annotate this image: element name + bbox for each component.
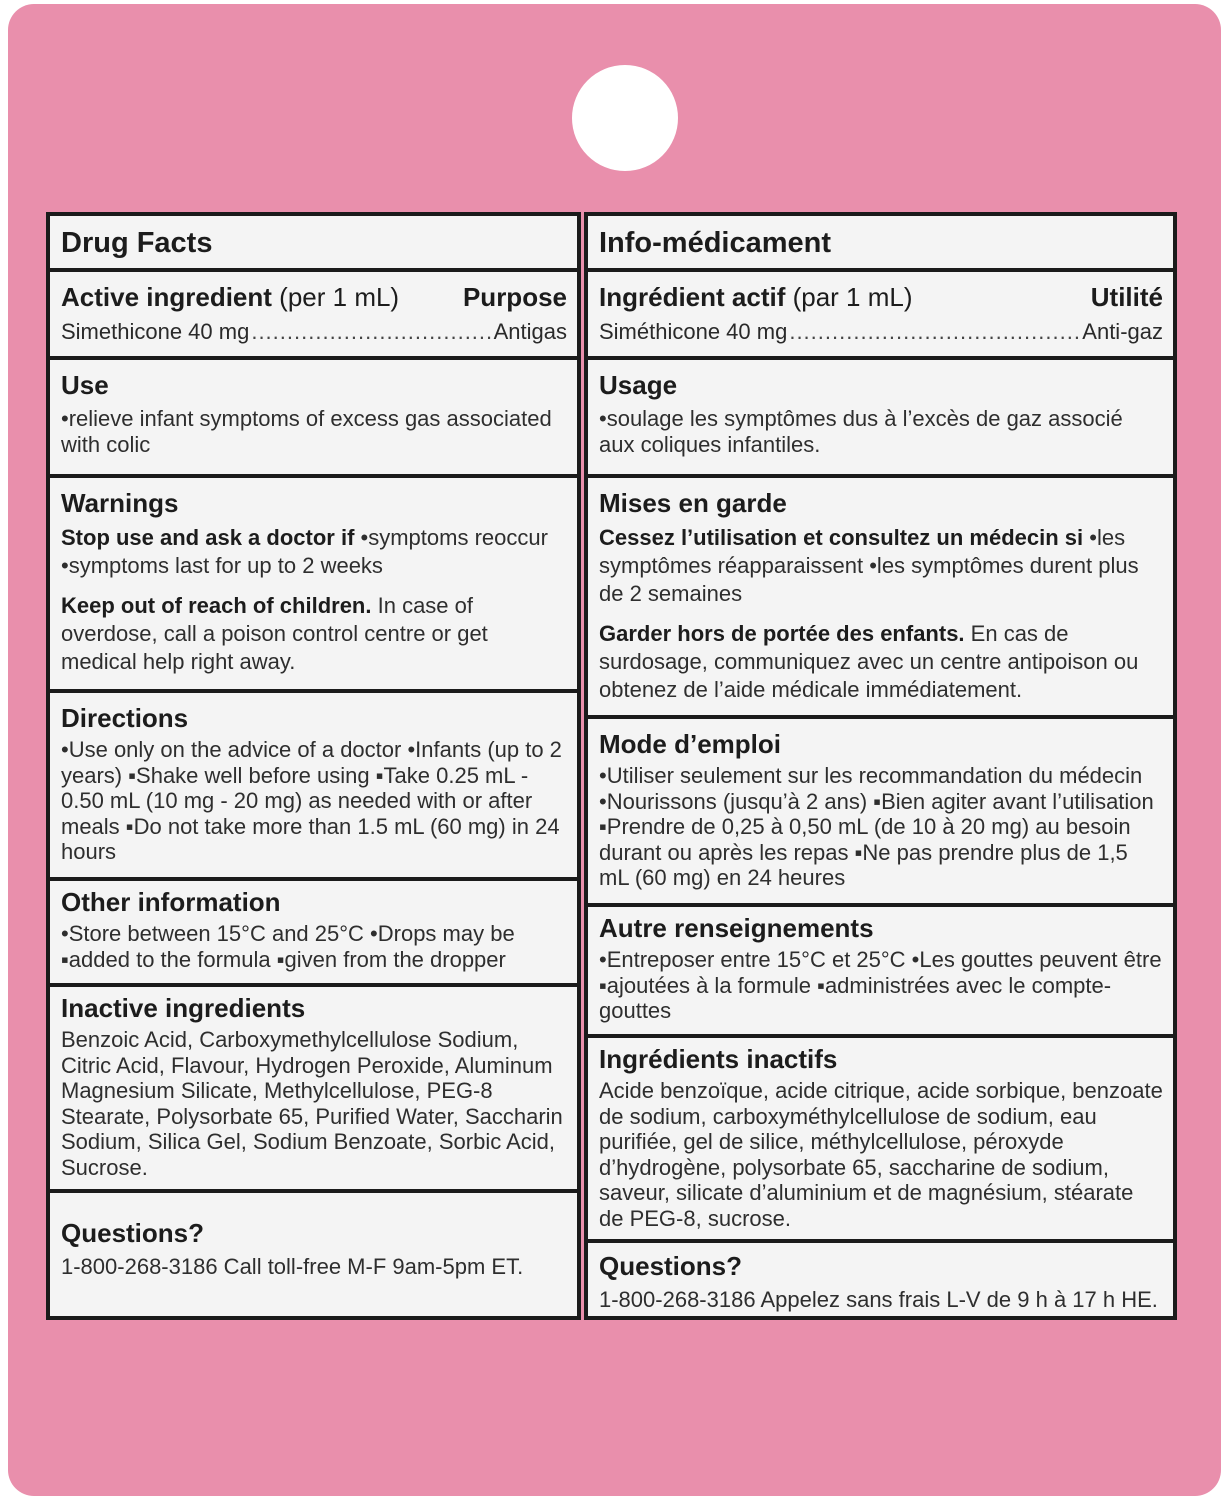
warnings-heading: Mises en garde — [599, 488, 787, 518]
warnings-section — [588, 478, 1173, 719]
keep-out-text: En cas de surdosage, communiquez avec un centre antipoison ou obtenez de l’aide médicale immédiatement. — [599, 621, 1139, 702]
ingredient-purpose: Antigas — [493, 319, 567, 344]
directions-section — [50, 693, 577, 881]
warnings-heading: Warnings — [61, 488, 179, 518]
use-heading: Use — [61, 370, 109, 400]
other-information-section — [50, 881, 577, 987]
keep-out-lead: Garder hors de portée des enfants. — [599, 621, 965, 646]
questions-text: 1-800-268-3186 Appelez sans frais L-V de 9 h à 17 h HE. — [599, 1287, 1158, 1312]
use-section — [50, 360, 577, 478]
other-information-heading: Autre renseignements — [599, 913, 874, 943]
use-heading: Usage — [599, 370, 678, 400]
leader-dots — [789, 318, 1080, 345]
directions-section — [588, 719, 1173, 907]
active-ingredient-section — [50, 272, 577, 360]
panel-title: Info-médicament — [599, 227, 832, 259]
stop-use-lead: Stop use and ask a doctor if — [61, 525, 355, 550]
stop-use-items: •symptoms reoccur •symptoms last for up to 2 weeks — [61, 525, 548, 578]
active-ingredient-label: Ingrédient actif — [599, 282, 786, 312]
ingredient-purpose: Anti-gaz — [1082, 319, 1163, 344]
info-medicament-title-section — [588, 216, 1173, 272]
other-information-heading: Other information — [61, 887, 281, 917]
warnings-section — [50, 478, 577, 693]
other-information-text: •Store between 15°C and 25°C •Drops may be ▪added to the formula ▪given from the dropper — [61, 921, 515, 972]
other-information-text: •Entreposer entre 15°C et 25°C •Les gouttes peuvent être ▪ajoutées à la formule ▪administrées avec le compte-gouttes — [599, 947, 1162, 1023]
inactive-ingredients-heading: Ingrédients inactifs — [599, 1044, 838, 1074]
stop-use-lead: Cessez l’utilisation et consultez un médecin si — [599, 525, 1084, 550]
ingredient-name: Siméthicone 40 mg — [599, 319, 788, 344]
use-text: •soulage les symptômes dus à l’excès de gaz associé aux coliques infantiles. — [599, 406, 1123, 457]
stop-use-items: •les symptômes réapparaissent •les symptômes durent plus de 2 semaines — [599, 525, 1139, 606]
directions-heading: Directions — [61, 703, 189, 733]
inactive-ingredients-section — [50, 987, 577, 1193]
hang-hole — [572, 65, 678, 171]
keep-out-text: In case of overdose, call a poison control centre or get medical help right away. — [61, 593, 488, 674]
purpose-label: Purpose — [462, 282, 567, 312]
active-ingredient-label: Active ingredient — [61, 282, 272, 312]
use-text: •relieve infant symptoms of excess gas associated with colic — [61, 406, 552, 457]
info-medicament-panel — [584, 212, 1177, 1320]
questions-heading: Questions? — [599, 1251, 743, 1281]
use-section — [588, 360, 1173, 478]
drug-facts-title-section — [50, 216, 577, 272]
active-ingredient-unit: (per 1 mL) — [279, 282, 400, 312]
active-ingredient-unit: (par 1 mL) — [792, 282, 913, 312]
inactive-ingredients-text: Acide benzoïque, acide citrique, acide sorbique, benzoate de sodium, carboxyméthylcellulose de sodium, eau purifiée, gel de silice, méthylcellulose, péroxyde d’hydrogène, polysorbate 65, saccharine de sodium, saveur, silicate d’aluminium et de magnésium, stéarate de PEG-8, sucrose. — [599, 1078, 1163, 1231]
drug-facts-panel — [46, 212, 581, 1320]
directions-heading: Mode d’emploi — [599, 729, 781, 759]
questions-text: 1-800-268-3186 Call toll-free M-F 9am-5pm ET. — [61, 1254, 524, 1279]
questions-section — [588, 1243, 1173, 1320]
inactive-ingredients-heading: Inactive ingredients — [61, 993, 306, 1023]
panel-title: Drug Facts — [61, 227, 213, 259]
leader-dots — [251, 318, 491, 345]
inactive-ingredients-text: Benzoic Acid, Carboxymethylcellulose Sodium, Citric Acid, Flavour, Hydrogen Peroxide, Aluminum Magnesium Silicate, Methylcellulose, PEG-8 Stearate, Polysorbate 65, Purified Water, Saccharin Sodium, Silica Gel, Sodium Benzoate, Sorbic Acid, Sucrose. — [61, 1027, 563, 1180]
other-information-section — [588, 907, 1173, 1038]
questions-heading: Questions? — [61, 1218, 205, 1248]
keep-out-lead: Keep out of reach of children. — [61, 593, 372, 618]
inactive-ingredients-section — [588, 1038, 1173, 1243]
active-ingredient-section — [588, 272, 1173, 360]
directions-text: •Use only on the advice of a doctor •Infants (up to 2 years) ▪Shake well before using ▪Take 0.25 mL - 0.50 mL (10 mg - 20 mg) as needed with or after meals ▪Do not take more than 1.5 mL (60 mg) in 24 hours — [61, 737, 562, 864]
ingredient-name: Simethicone 40 mg — [61, 319, 250, 344]
purpose-label: Utilité — [1090, 282, 1163, 312]
questions-section — [50, 1193, 577, 1320]
directions-text: •Utiliser seulement sur les recommandation du médecin •Nourissons (jusqu’à 2 ans) ▪Bien agiter avant l’utilisation ▪Prendre de 0,25 à 0,50 mL (de 10 à 20 mg) au besoin durant ou après les repas ▪Ne pas prendre plus de 1,5 mL (60 mg) en 24 heures — [599, 763, 1154, 890]
